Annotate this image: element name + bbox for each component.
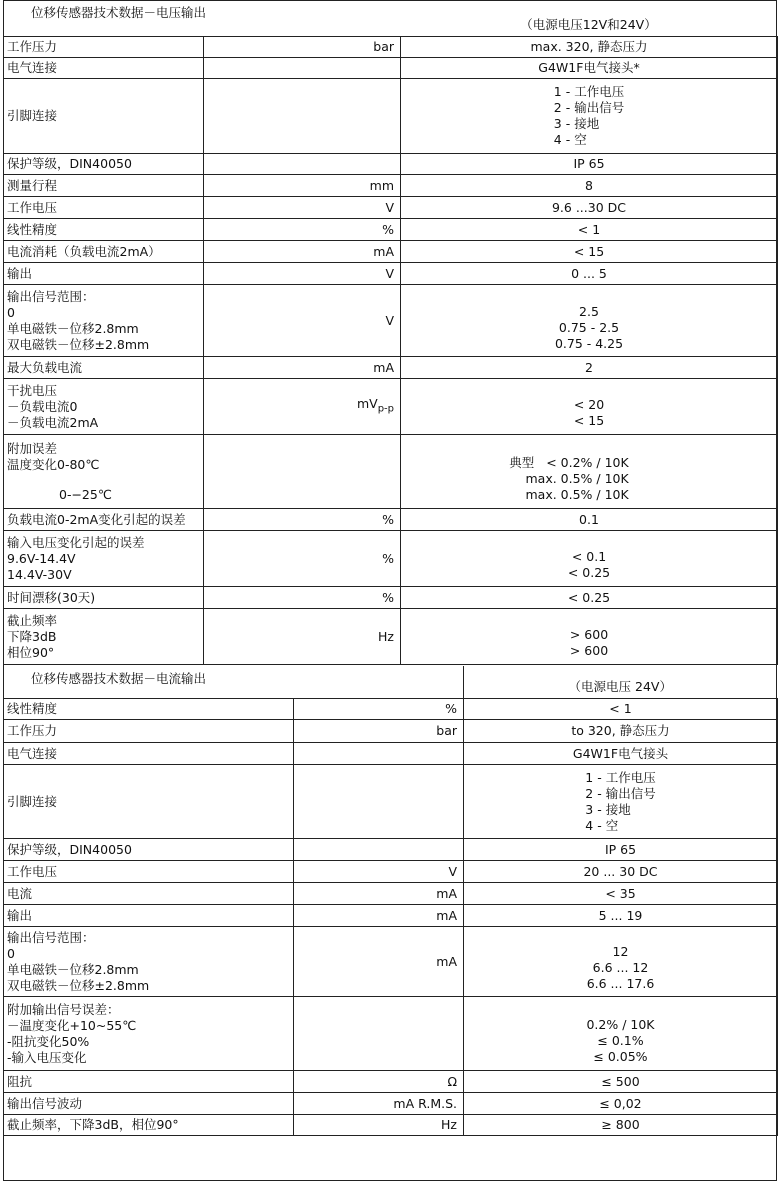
row-sublabel: 0-−25℃ [59,486,112,502]
row-value: < 1 [464,699,778,720]
row-value: max. 0.5% / 10K [525,470,629,486]
table-row [4,609,778,665]
pin-item: 4 - 空 [553,132,587,147]
row-unit: V [204,263,401,285]
row-value: G4W1F电气接头 [464,743,778,765]
row-label: 电气连接 [4,58,204,79]
table-row [4,175,778,197]
table-row [4,154,778,175]
row-value: 6.6 ... 12 [592,959,649,975]
pin-item: 2 - 输出信号 [585,785,656,801]
row-sublabel: －负载电流0 [7,398,78,414]
table-row [4,861,778,883]
row-label: 附加输出信号误差： [7,1001,120,1017]
current-section-title: 位移传感器技术数据－电流输出 [3,666,463,698]
row-value: < 0.25 [567,564,611,580]
voltage-section-title: 位移传感器技术数据－电压输出 [31,5,207,20]
row-label: 电流消耗（负载电流2mA） [4,241,204,263]
row-value: 20 ... 30 DC [464,861,778,883]
row-label: 工作压力 [4,720,294,743]
row-value: < 0.1 [571,548,607,564]
row-value: 9.6 ...30 DC [401,197,778,219]
row-unit: mV [356,395,378,411]
row-label: 线性精度 [4,699,294,720]
row-value: max. 0.5% / 10K [525,486,629,502]
row-value: ≤ 500 [464,1071,778,1093]
row-unit: Hz [294,1115,464,1136]
voltage-spec-table [3,0,777,36]
row-unit: mA [294,927,464,997]
row-unit: % [204,587,401,609]
row-value: IP 65 [464,839,778,861]
row-value: 2 [401,357,778,379]
row-label: 工作压力 [4,37,204,58]
row-sublabel: 双电磁铁－位移±2.8mm [7,977,150,993]
table-row [4,720,778,743]
row-unit-subscript: p-p [377,403,394,415]
row-value: 0.75 - 4.25 [554,335,624,351]
row-value: ≤ 0.05% [593,1048,648,1064]
row-value: > 600 [569,626,609,642]
pin-item: 3 - 接地 [553,116,600,131]
row-sublabel: -输入电压变化 [7,1049,87,1065]
pin-item: 1 - 工作电压 [585,769,656,785]
row-label: 截止频率 [7,612,58,628]
row-label: 附加误差 [7,440,58,456]
pin-item: 4 - 空 [585,817,619,833]
row-sublabel: 0 [7,304,15,320]
row-value: ≤ 0,02 [464,1093,778,1115]
row-unit: mA [294,905,464,927]
row-value: < 1 [401,219,778,241]
row-label: 电流 [4,883,294,905]
row-value: G4W1F电气接头* [401,58,778,79]
table-row [4,219,778,241]
row-sublabel: 双电磁铁－位移±2.8mm [7,336,150,352]
row-unit: % [204,509,401,531]
row-sublabel: 温度变化0-80℃ [7,456,100,472]
table-row [4,435,778,509]
row-sublabel: 0 [7,945,15,961]
row-label: 引脚连接 [4,79,204,154]
row-value: 2.5 [579,303,599,319]
row-unit: mA [294,883,464,905]
row-unit: Hz [204,609,401,665]
row-label: 最大负载电流 [4,357,204,379]
table-row [4,905,778,927]
row-label: 测量行程 [4,175,204,197]
row-unit: mA R.M.S. [294,1093,464,1115]
row-label: 输出信号波动 [4,1093,294,1115]
row-label: 截止频率，下降3dB，相位90° [4,1115,294,1136]
voltage-rows [3,36,778,665]
row-value: < 35 [464,883,778,905]
table-row [4,241,778,263]
row-unit: V [204,285,401,357]
table-row [4,1115,778,1136]
pin-item: 3 - 接地 [585,801,631,817]
typical-prefix: 典型 [509,454,535,470]
row-label: 输出信号范围： [7,288,95,304]
row-sublabel: 单电磁铁－位移2.8mm [7,320,139,336]
row-value: 0.1 [401,509,778,531]
row-label: 工作电压 [4,861,294,883]
row-value: < 15 [573,412,605,428]
row-sublabel: -阻抗变化50% [7,1033,90,1049]
row-sublabel: 9.6V-14.4V [7,550,76,566]
voltage-supply-note: （电源电压12V和24V） [520,17,657,32]
row-value: < 0.25 [401,587,778,609]
row-value: to 320, 静态压力 [464,720,778,743]
table-row [4,509,778,531]
row-value: 0.2% / 10K [586,1016,655,1032]
table-row [4,357,778,379]
row-value: 0.75 - 2.5 [558,319,620,335]
row-label: 工作电压 [4,197,204,219]
row-sublabel: 下降3dB [7,628,57,644]
table-row [4,743,778,765]
current-supply-note: （电源电压 24V） [568,679,672,694]
table-row [4,699,778,720]
row-value: 6.6 ... 17.6 [586,975,655,991]
row-label: 阻抗 [4,1071,294,1093]
row-value: 12 [612,943,629,959]
table-row [4,997,778,1071]
row-unit: mA [204,357,401,379]
row-unit: mA [204,241,401,263]
row-value: < 20 [573,396,605,412]
row-sublabel: －负载电流2mA [7,414,99,430]
row-unit: % [204,531,401,587]
table-row [4,587,778,609]
current-rows [3,698,778,1136]
row-label: 输入电压变化引起的误差 [7,534,145,550]
table-row [4,883,778,905]
row-label: 引脚连接 [4,765,294,839]
table-row [4,379,778,435]
row-unit: bar [294,720,464,743]
row-value: ≤ 0.1% [597,1032,644,1048]
row-sublabel: －温度变化+10~55℃ [7,1017,137,1033]
row-unit: V [204,197,401,219]
row-label: 保护等级，DIN40050 [4,154,204,175]
table-row [4,37,778,58]
table-row [4,197,778,219]
current-spec-table [3,666,777,698]
row-label: 保护等级，DIN40050 [4,839,294,861]
row-sublabel: 14.4V-30V [7,566,72,582]
row-label: 输出信号范围： [7,929,95,945]
row-unit: mm [204,175,401,197]
row-unit: bar [204,37,401,58]
row-value: < 0.2% / 10K [546,454,629,470]
row-label: 输出 [4,263,204,285]
table-row [4,927,778,997]
row-unit: % [204,219,401,241]
row-label: 负载电流0-2mA变化引起的误差 [4,509,204,531]
row-value: ≥ 800 [464,1115,778,1136]
row-unit: V [294,861,464,883]
pin-item: 1 - 工作电压 [553,84,625,99]
row-sublabel: 相位90° [7,644,55,660]
table-row [4,839,778,861]
row-unit: % [294,699,464,720]
pin-item: 2 - 输出信号 [553,100,625,115]
row-value: IP 65 [401,154,778,175]
table-row [4,1093,778,1115]
table-row [4,58,778,79]
row-value: 8 [401,175,778,197]
row-sublabel: 单电磁铁－位移2.8mm [7,961,139,977]
table-row [4,531,778,587]
row-value: < 15 [401,241,778,263]
row-unit: Ω [294,1071,464,1093]
table-row [4,1071,778,1093]
row-value: > 600 [569,642,609,658]
row-value: max. 320, 静态压力 [401,37,778,58]
row-label: 输出 [4,905,294,927]
table-row [4,285,778,357]
table-row [4,79,778,154]
row-label: 电气连接 [4,743,294,765]
row-value: 0 ... 5 [401,263,778,285]
row-label: 干扰电压 [7,382,58,398]
table-row [4,263,778,285]
row-label: 线性精度 [4,219,204,241]
table-row [4,765,778,839]
row-label: 时间漂移(30天) [4,587,204,609]
row-value: 5 ... 19 [464,905,778,927]
